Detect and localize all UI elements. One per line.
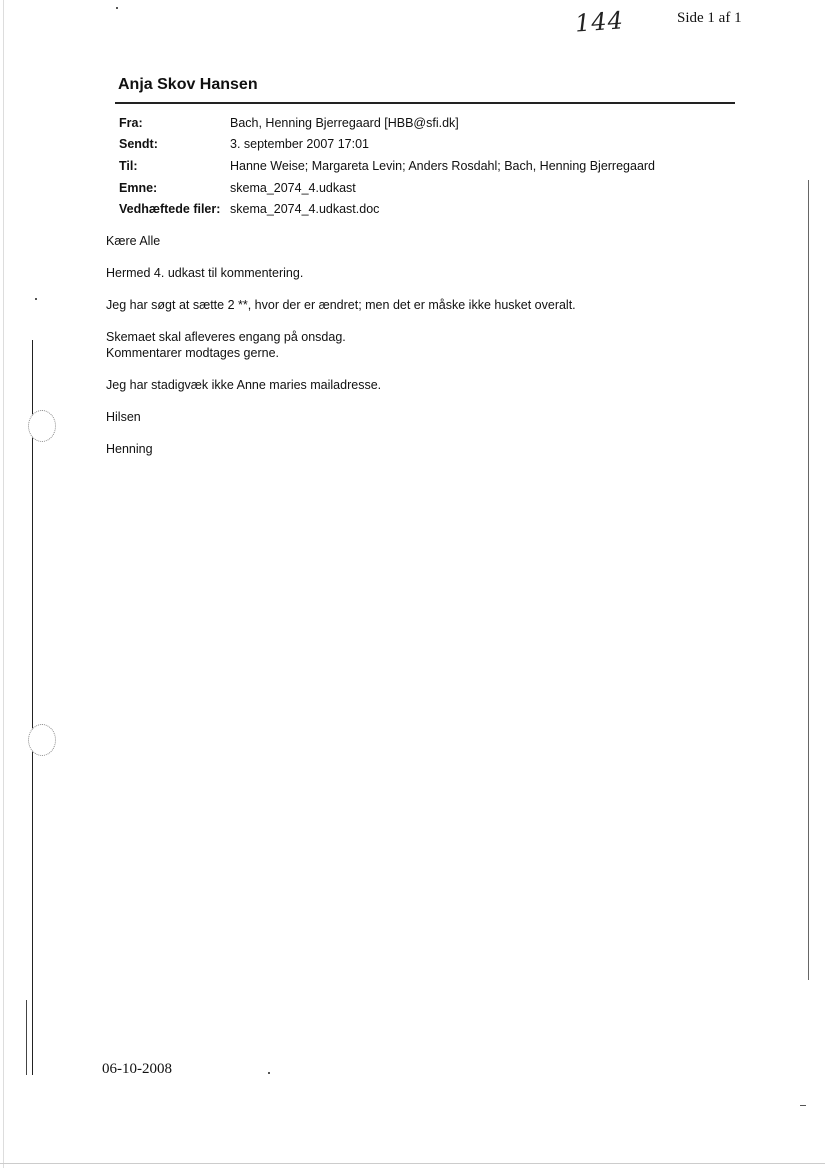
header-label: Fra: xyxy=(119,115,143,130)
header-divider xyxy=(115,102,735,104)
header-value: skema_2074_4.udkast.doc xyxy=(230,202,380,217)
header-label: Sendt: xyxy=(119,137,158,152)
header-attachments xyxy=(119,198,655,220)
header-from xyxy=(119,112,655,134)
body-paragraph: Skemaet skal afleveres engang på onsdag. xyxy=(106,330,346,344)
scan-bottom-edge xyxy=(0,1163,825,1164)
body-closing: Hilsen xyxy=(106,410,141,424)
body-paragraph: Kommentarer modtages gerne. xyxy=(106,346,280,360)
scan-speck xyxy=(35,298,37,300)
body-paragraph: Jeg har søgt at sætte 2 **, hvor der er ændret; men det er måske ikke husket overalt. xyxy=(106,298,576,312)
sender-name: Anja Skov Hansen xyxy=(118,76,258,93)
email-body xyxy=(106,233,746,473)
scan-edge-line xyxy=(3,0,4,1168)
header-sent xyxy=(119,134,655,156)
handwritten-page-number: 144 xyxy=(574,6,625,38)
header-value: 3. september 2007 17:01 xyxy=(230,137,369,152)
scan-right-edge-line xyxy=(808,180,809,980)
scan-speck xyxy=(116,7,118,9)
scan-speck xyxy=(268,1072,270,1074)
header-value: Hanne Weise; Margareta Levin; Anders Rosdahl; Bach, Henning Bjerregaard xyxy=(230,158,656,173)
header-label: Til: xyxy=(119,158,138,173)
punch-hole-lower xyxy=(28,724,56,756)
scan-margin-line-lower xyxy=(26,1000,27,1075)
header-label: Vedhæftede filer: xyxy=(119,202,221,217)
body-paragraph: Hermed 4. udkast til kommentering. xyxy=(106,266,304,280)
scan-speck xyxy=(800,1105,806,1106)
header-label: Emne: xyxy=(119,180,158,195)
email-headers xyxy=(119,112,655,220)
punch-hole-upper xyxy=(28,410,56,442)
header-value: Bach, Henning Bjerregaard [HBB@sfi.dk] xyxy=(230,115,459,130)
body-paragraph: Jeg har stadigvæk ikke Anne maries mailadresse. xyxy=(106,378,382,392)
body-greeting: Kære Alle xyxy=(106,234,161,248)
header-to xyxy=(119,155,655,177)
header-value: skema_2074_4.udkast xyxy=(230,180,356,195)
print-date: 06-10-2008 xyxy=(102,1061,172,1077)
scan-margin-line xyxy=(32,340,33,1075)
page-counter: Side 1 af 1 xyxy=(677,10,742,26)
body-signature: Henning xyxy=(106,442,153,456)
header-subject xyxy=(119,177,655,199)
